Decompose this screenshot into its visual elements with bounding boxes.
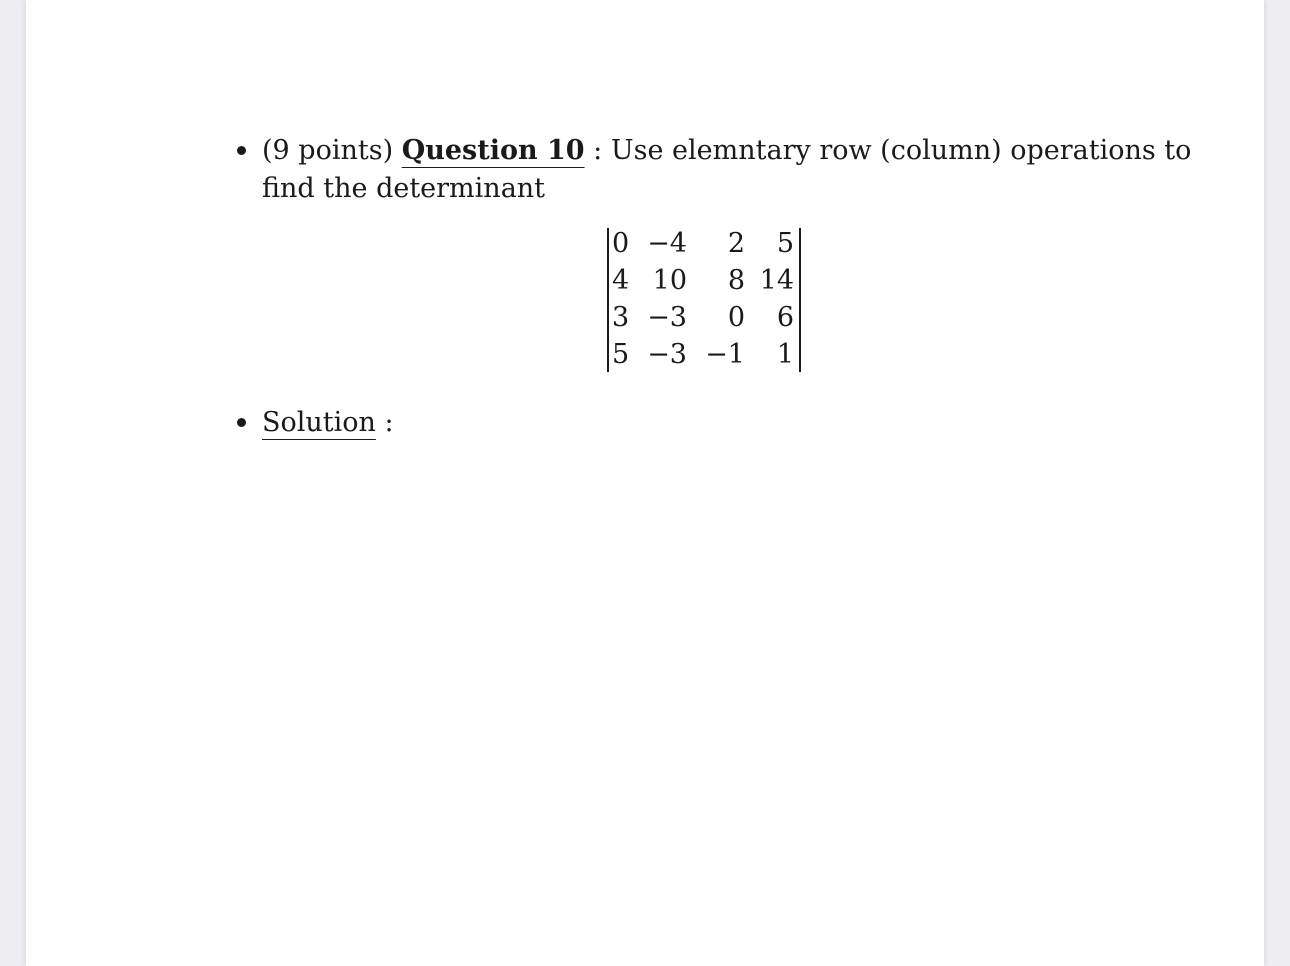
question-text-line2: find the determinant: [262, 173, 546, 204]
question-bullet: [237, 146, 246, 155]
solution-bullet: [237, 418, 246, 427]
matrix-cell: 0: [727, 302, 745, 333]
matrix-cell: 8: [727, 265, 745, 296]
matrix-cell: 1: [776, 339, 794, 370]
matrix-cell: 4: [612, 265, 630, 296]
matrix-cell: 0: [612, 228, 630, 259]
determinant-right-bar: [799, 228, 801, 372]
matrix-cell: −3: [647, 339, 687, 370]
determinant-matrix: [607, 228, 803, 372]
matrix-cell: −1: [705, 339, 745, 370]
determinant-left-bar: [607, 228, 609, 372]
matrix-cell: 3: [612, 302, 630, 333]
matrix-cell: 6: [776, 302, 794, 333]
solution-label: Solution: [262, 407, 376, 438]
solution-line: [262, 409, 394, 436]
question-separator: :: [593, 135, 603, 166]
matrix-cell: 2: [727, 228, 745, 259]
question-title: Question 10: [401, 135, 585, 166]
matrix-cell: 5: [612, 339, 630, 370]
question-points: (9 points): [262, 135, 394, 166]
matrix-cell: 5: [776, 228, 794, 259]
document-page: [26, 0, 1264, 966]
matrix-cell: 14: [759, 265, 794, 296]
matrix-cell: −3: [647, 302, 687, 333]
solution-separator: :: [384, 407, 394, 438]
matrix-cell: 10: [652, 265, 687, 296]
question-line-2: [262, 175, 545, 202]
question-line-1: [262, 137, 1191, 164]
matrix-cell: −4: [647, 228, 687, 259]
question-text-line1: Use elemntary row (column) operations to: [610, 135, 1192, 166]
